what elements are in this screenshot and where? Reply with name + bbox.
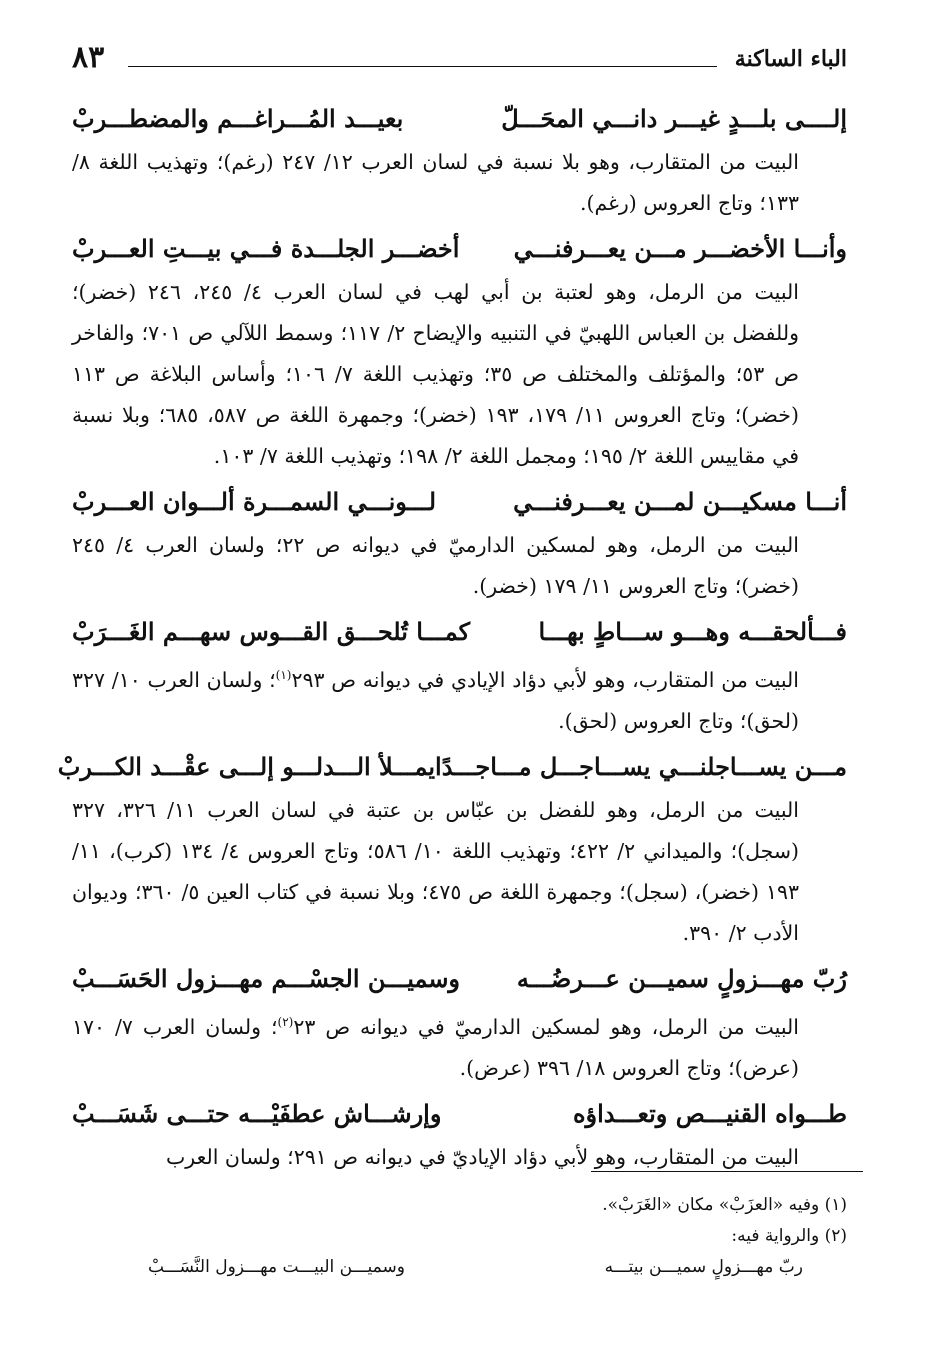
entry-1 [72,96,847,224]
verse-second-hemistich: أخضـــر الجلـــدة فـــي بيـــتِ العـــربْ [72,234,460,263]
verse-first-hemistich: وأنـــا الأخضـــر مـــن يعـــرفنـــي [513,234,847,263]
verse-line [57,744,847,790]
header-rule [128,66,717,67]
verse-first-hemistich: مـــن يســـاجلنـــي يســـاجـــل مـــاجـــدًا [435,751,847,781]
verse-line [72,479,847,525]
verse-first-hemistich: إلــــى بلـــدٍ غيـــر دانـــي المحَـــلّ [501,104,847,133]
footnote-mark-1: (١) [275,668,292,682]
verse-commentary: البيت من المتقارب، وهو بلا نسبة في لسان العرب ١٢/ ٢٤٧ (رغم)؛ وتهذيب اللغة ٨/ ١٣٣؛ وتاج العروس (رغم). [72,150,799,215]
main-text [57,96,847,1180]
page-header [72,40,847,80]
footnote-2-verse [72,1252,847,1283]
commentary-text: البيت من الرمل، وهو لمسكين الدارميّ في ديوانه ص ٢٣ [293,1014,799,1039]
commentary-text: ؛ ولسان العرب ٧/ ١٧٠ (عرض)؛ وتاج العروس ١٨/ ٣٩٦ (عرض). [72,1014,799,1080]
entry-2 [72,226,847,477]
entry-5 [57,744,847,954]
entry-4 [72,609,847,742]
entry-3 [72,479,847,607]
footnote-1: (١) وفيه «العزَبْ» مكان «الغَرَبْ». [602,1195,847,1215]
verse-commentary: البيت من الرمل، وهو لعتبة بن أبي لهب في لسان العرب ٤/ ٢٤٥، ٢٤٦ (خضر)؛ وللفضل بن العباس اللهبيّ في التنبيه والإيضاح ٢/ ١١٧؛ وسمط اللآلي ص ٧٠١؛ والفاخر ص ٥٣؛ والمؤتلف والمختلف ص ٣٥؛ وتهذيب اللغة ٧/ ١٠٦؛ وأساس البلاغة ص ١١٣ (خضر)؛ وتاج العروس ١١/ ١٧٩، ١٩٣ (خضر)؛ وجمهرة اللغة ص ٥٨٧، ٦٨٥؛ وبلا نسبة في مقاييس اللغة ٢/ ١٩٥؛ ومجمل اللغة ٢/ ١٩٨؛ وتهذيب اللغة ٧/ ١٠٣. [72,280,799,468]
footnote-verse-first-hemistich: ربّ مهـــزولٍ سميـــن بيتـــه [604,1257,803,1277]
footnote-verse-second-hemistich: وسميـــن البيـــت مهـــزول النَّسَـــبْ [148,1257,405,1277]
verse-line [72,96,847,142]
verse-line [72,1091,847,1137]
entry-6 [72,956,847,1089]
verse-commentary [72,655,847,742]
footnote-mark-2: (٢) [277,1014,294,1029]
footnote-separator [591,1171,863,1172]
verse-second-hemistich: يمـــلأ الـــدلـــو إلـــى عقْـــد الكـــربْ [57,751,436,781]
verse-second-hemistich: بعيـــد المُـــراغـــم والمضطـــربْ [72,104,404,133]
verse-second-hemistich: لـــونـــي السمـــرة ألـــوان العـــربْ [72,487,437,516]
verse-first-hemistich: فـــألحقـــه وهـــو ســـاطٍ بهـــا [538,617,847,646]
footnote-2-intro: (٢) والرواية فيه: [731,1226,847,1246]
running-title: الباء الساكنة [734,46,847,72]
verse-second-hemistich: وإرشـــاش عطفَيْـــه حتـــى شَسَـــبْ [72,1098,442,1128]
verse-first-hemistich: أنـــا مسكيـــن لمـــن يعـــرفنـــي [513,487,847,516]
footnotes [72,1190,847,1283]
verse-second-hemistich: كمـــا تُلحـــق القـــوس سهـــم الغَـــرَبْ [72,617,470,646]
verse-line [72,956,847,1002]
verse-first-hemistich: طـــواه القنيـــص وتعـــداؤه [572,1098,847,1128]
verse-commentary [72,1002,847,1089]
page-number: ٨٣ [72,40,105,75]
verse-second-hemistich: وسميـــن الجسْـــم مهـــزول الحَسَـــبْ [72,963,461,993]
verse-commentary: البيت من الرمل، وهو لمسكين الدارميّ في ديوانه ص ٢٢؛ ولسان العرب ٤/ ٢٤٥ (خضر)؛ وتاج العروس ١١/ ١٧٩ (خضر). [72,533,800,598]
verse-commentary: البيت من الرمل، وهو للفضل بن عبّاس بن عتبة في لسان العرب ١١/ ٣٢٦، ٣٢٧ (سجل)؛ والميداني ٢/ ٤٢٢؛ وتهذيب اللغة ١٠/ ٥٨٦؛ وتاج العروس ٤/ ١٣٤ (كرب)، ١١/ ١٩٣ (خضر)، (سجل)؛ وجمهرة اللغة ص ٤٧٥؛ وبلا نسبة في كتاب العين ٥/ ٣٦٠؛ وديوان الأدب ٢/ ٣٩٠. [72,797,800,945]
commentary-text: البيت من المتقارب، وهو لأبي دؤاد الإيادي في ديوانه ص ٢٩٣ [291,667,799,692]
verse-commentary: البيت من المتقارب، وهو لأبي دؤاد الإياديّ في ديوانه ص ٢٩١؛ ولسان العرب [165,1144,799,1169]
verse-line [72,226,847,272]
entry-7 [72,1091,847,1178]
verse-first-hemistich: رُبّ مهـــزولٍ سميـــن عـــرضُـــه [516,963,847,993]
commentary-text: ؛ ولسان العرب ١٠/ ٣٢٧ (لحق)؛ وتاج العروس (لحق). [72,667,799,733]
verse-line [72,609,847,655]
